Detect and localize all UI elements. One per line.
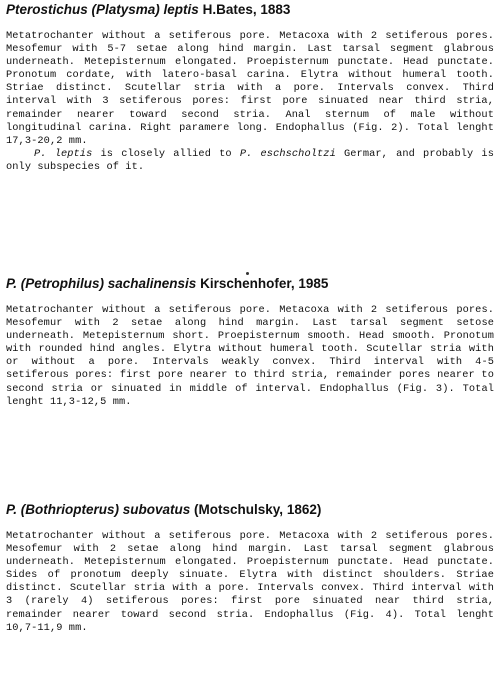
taxon-name: P. leptis (34, 147, 93, 160)
species-description: Metatrochanter without a setiferous pore. Metacoxa with 2 setiferous pores. Mesofemur with 5-7 setae along hind margin. Last tarsal segment glabrous underneath. Metepisternum elongated. Proepisternum punctate. Head punctate. Pronotum cordate, with latero-basal carina. Elytra without humeral tooth. Striae distinct. Scutellar stria with a pore. Intervals convex. Third interval with 3 setiferous pores: first pore sinuated near third stria, remainder nearer toward second stria. Anal sternum of male without longitudinal carina. Right paramere long. Endophallus (Fig. 2). Total lenght 17,3-20,2 mm. (6, 30, 494, 147)
species-entry-leptis (6, 2, 494, 174)
species-name: P. (Petrophilus) sachalinensis (6, 276, 197, 291)
species-heading (6, 2, 494, 18)
species-description: Metatrochanter without a setiferous pore. Metacoxa with 2 setiferous pores. Mesofemur with 2 setae along hind margin. Last tarsal segment glabrous underneath. Metepisternum elongated. Proepisternum punctate. Head punctate. Sides of pronotum deeply sinuate. Elytra with distinct shoulders. Striae distinct. Scutellar stria with a pore. Intervals convex. Third interval with 3 (rarely 4) setiferous pores: first pore sinuated near third stria, remainder nearer toward second stria. Endophallus (Fig. 4). Total lenght 10,7-11,9 mm. (6, 530, 494, 634)
species-author: Kirschenhofer, 1985 (200, 276, 329, 291)
species-heading (6, 276, 494, 292)
species-name: Pterostichus (Platysma) leptis (6, 2, 199, 17)
species-entry-subovatus (6, 502, 494, 635)
species-author: (Motschulsky, 1862) (194, 502, 322, 517)
note-text: is closely allied to (92, 147, 240, 160)
species-name: P. (Bothriopterus) subovatus (6, 502, 191, 517)
species-heading (6, 502, 494, 518)
stray-dot (246, 272, 249, 275)
note-text: Germar, and probably is only subspecies of it. (6, 147, 494, 173)
species-description: Metatrochanter without a setiferous pore. Metacoxa with 2 setiferous pores. Mesofemur with 2 setae along hind margin. Last tarsal segment setose underneath. Metepisternum short. Proepisternum smooth. Head smooth. Pronotum with rounded hind angles. Elytra without humeral tooth. Scutellar stria with or without a pore. Intervals weakly convex. Third interval with 4-5 setiferous pores: first pore nearer to third stria, remainder pores nearer to second stria or sinuated in middle of interval. Endophallus (Fig. 3). Total lenght 11,3-12,5 mm. (6, 304, 494, 408)
species-entry-sachalinensis (6, 276, 494, 409)
species-author: H.Bates, 1883 (202, 2, 291, 17)
taxon-name: P. eschscholtzi (239, 147, 336, 160)
species-note (6, 148, 494, 174)
